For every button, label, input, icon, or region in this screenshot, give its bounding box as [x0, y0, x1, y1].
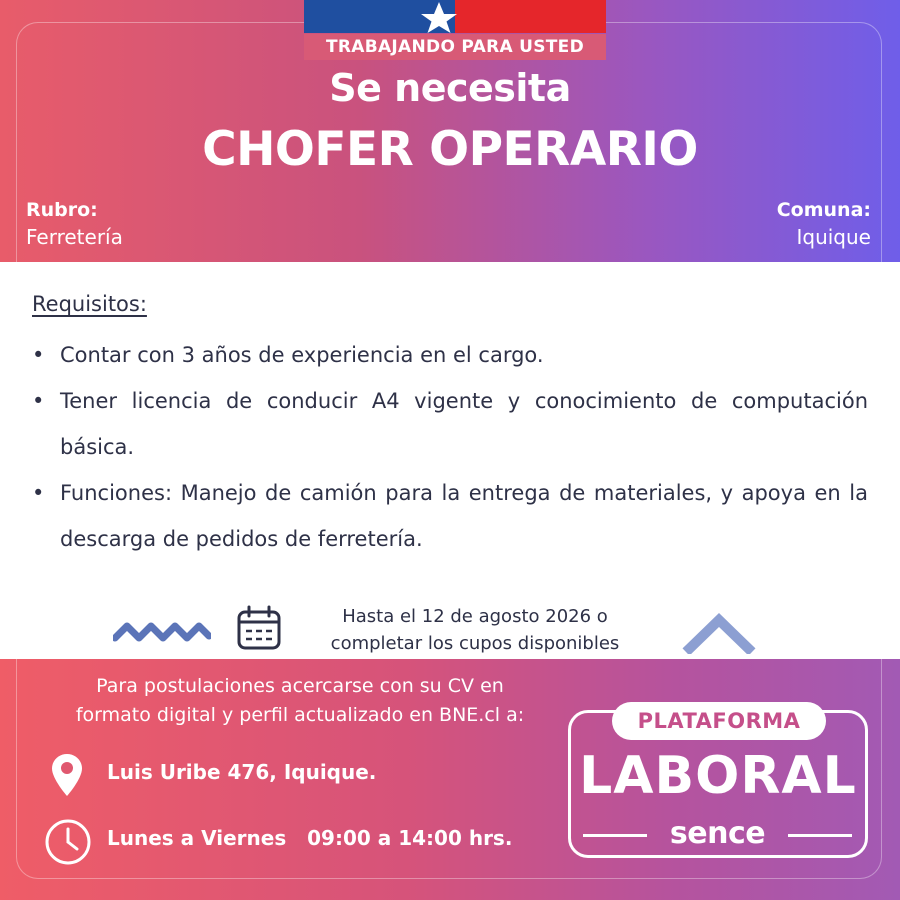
clock-icon [44, 818, 92, 866]
logo-rule-right [788, 834, 852, 837]
calendar-icon [235, 604, 283, 652]
requirements-title: Requisitos: [32, 292, 147, 316]
apply-instructions [30, 672, 570, 730]
logo-pill-text: PLATAFORMA [612, 702, 826, 740]
schedule-text: Lunes a Viernes 09:00 a 14:00 hrs. [107, 826, 513, 850]
headline-job-title: CHOFER OPERARIO [202, 122, 698, 177]
gov-tagline: TRABAJANDO PARA USTED [304, 34, 606, 60]
deadline-line-2: completar los cupos disponibles [330, 633, 620, 654]
logo-main-text: LABORAL [579, 746, 857, 806]
apply-line-2: formato digital y perfil actualizado en BNE.cl a: [75, 704, 525, 726]
rubro-label: Rubro: [26, 199, 98, 221]
apply-line-1: Para postulaciones acercarse con su CV en [96, 675, 504, 697]
chevron-up-decoration-icon [680, 612, 758, 654]
comuna-block [777, 199, 871, 249]
headline-small: Se necesita [329, 66, 571, 110]
location-pin-icon [50, 752, 84, 798]
rubro-value: Ferretería [26, 225, 123, 249]
flag-red-field [455, 0, 606, 33]
comuna-label: Comuna: [776, 199, 871, 221]
deadline-line-1: Hasta el 12 de agosto 2026 o [342, 606, 608, 627]
star-icon [417, 0, 461, 34]
zigzag-decoration-icon [113, 620, 211, 642]
rubro-block [26, 199, 123, 249]
list-item: • Tener licencia de conducir A4 vigente y conocimiento de computación básica. [30, 378, 868, 470]
list-item: • Contar con 3 años de experiencia en el cargo. [30, 332, 868, 378]
comuna-value: Iquique [796, 225, 871, 249]
address-text: Luis Uribe 476, Iquique. [107, 760, 377, 784]
requirements-list [30, 332, 868, 562]
logo-rule-left [583, 834, 647, 837]
sence-logo: sence [669, 816, 766, 851]
list-item: • Funciones: Manejo de camión para la entrega de materiales, y apoya en la descarga de pedidos de ferretería. [30, 470, 868, 562]
deadline-text [290, 603, 660, 657]
